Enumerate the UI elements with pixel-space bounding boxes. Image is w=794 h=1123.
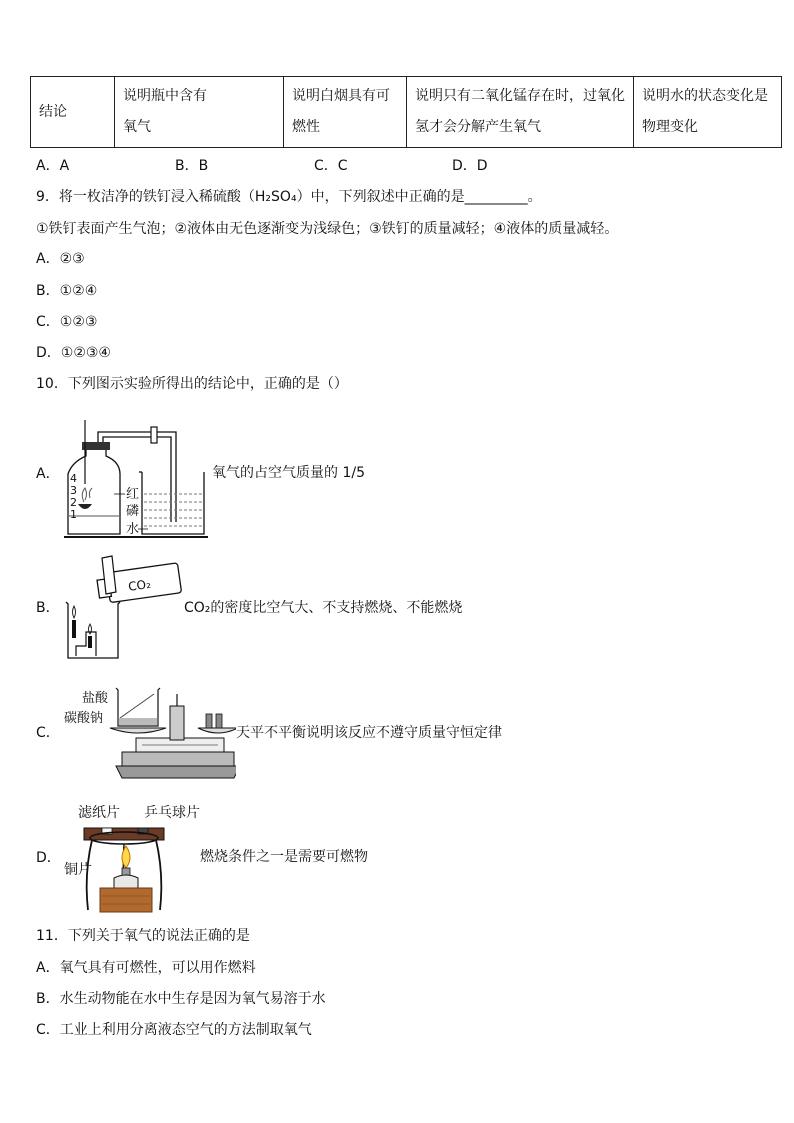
label-copper-sheet: 铜片 (64, 862, 92, 878)
q9-statements: ①铁钉表面产生气泡；②液体由无色逐渐变为浅绿色；③铁钉的质量减轻；④液体的质量减轻。 (36, 221, 619, 237)
label-water: 水 (126, 522, 140, 537)
label-red: 红 (126, 487, 140, 502)
conclusion-table (30, 76, 782, 148)
scale-1: 1 (70, 508, 77, 521)
q9-option-a[interactable]: A．②③ (36, 251, 85, 267)
cell-line: 物理变化 (642, 119, 698, 135)
cell-line: 燃性 (292, 119, 320, 135)
label-sodium-carbonate: 碳酸钠 (64, 711, 104, 726)
cell-line: 说明白烟具有可 (292, 88, 390, 104)
row-label: 结论 (31, 77, 115, 148)
label-phosphorus: 磷 (126, 504, 140, 519)
table-cell (407, 77, 634, 148)
table-cell (115, 77, 284, 148)
q10-d-conclusion: 燃烧条件之一是需要可燃物 (200, 849, 368, 865)
label-filter-paper: 滤纸片 (78, 805, 120, 821)
q10-option-a[interactable]: A． (36, 466, 60, 482)
q10-option-d[interactable]: D． (36, 850, 61, 866)
label-hydrochloric-acid: 盐酸 (82, 691, 109, 706)
q11-option-b[interactable]: B．水生动物能在水中生存是因为氧气易溶于水 (36, 991, 326, 1007)
option-d[interactable]: D．D (452, 158, 488, 174)
scale-3: 3 (70, 484, 77, 497)
q8-options (36, 156, 636, 176)
q10-option-c[interactable]: C． (36, 725, 60, 741)
cell-line: 氢才会分解产生氧气 (415, 119, 541, 135)
q11-stem: 11．下列关于氧气的说法正确的是 (36, 928, 250, 944)
option-a[interactable]: A．A (36, 158, 70, 174)
q11-option-c[interactable]: C．工业上利用分离液态空气的方法制取氧气 (36, 1022, 312, 1038)
table-cell (634, 77, 782, 148)
q10-stem: 10．下列图示实验所得出的结论中，正确的是（） (36, 376, 348, 392)
red-phosphorus-apparatus (58, 418, 214, 544)
q10-a-conclusion: 氧气的占空气质量的 1/5 (212, 465, 365, 481)
scale-2: 2 (70, 496, 77, 509)
table-cell (284, 77, 407, 148)
option-c[interactable]: C．C (314, 158, 348, 174)
co2-pouring-apparatus (58, 552, 194, 662)
q9-stem: 9．将一枚洁净的铁钉浸入稀硫酸（H₂SO₄）中，下列叙述中正确的是_________。 (36, 189, 542, 205)
option-b[interactable]: B．B (175, 158, 209, 174)
q11-option-a[interactable]: A．氧气具有可燃性，可以用作燃料 (36, 960, 256, 976)
cell-line: 说明只有二氧化锰存在时，过氧化 (415, 88, 625, 104)
balance-apparatus (58, 682, 236, 784)
cell-line: 说明水的状态变化是 (642, 88, 768, 104)
label-ping-pong: 乒乓球片 (144, 805, 200, 821)
q10-c-conclusion: 天平不平衡说明该反应不遵守质量守恒定律 (236, 725, 502, 741)
cell-line: 氧气 (123, 119, 151, 135)
scale-4: 4 (70, 472, 77, 485)
q9-option-c[interactable]: C．①②③ (36, 314, 98, 330)
q9-option-b[interactable]: B．①②④ (36, 283, 98, 299)
cell-line: 说明瓶中含有 (123, 88, 207, 104)
q10-option-b[interactable]: B． (36, 600, 60, 616)
q10-b-conclusion: CO₂的密度比空气大、不支持燃烧、不能燃烧 (184, 600, 463, 616)
tripod-burner-apparatus (80, 822, 200, 914)
table-row (31, 77, 782, 148)
co2-label: CO₂ (127, 576, 152, 594)
q9-option-d[interactable]: D．①②③④ (36, 345, 111, 361)
